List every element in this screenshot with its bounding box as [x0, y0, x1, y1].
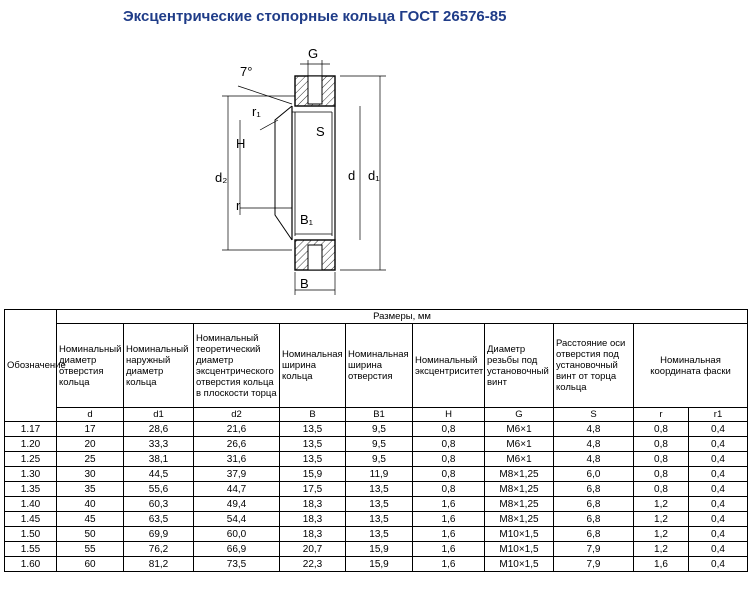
table-header-top: [5, 310, 748, 324]
table-cell: 1,6: [413, 542, 485, 557]
table-cell: 33,3: [124, 437, 194, 452]
table-cell: 66,9: [194, 542, 280, 557]
table-cell: 1,2: [634, 497, 689, 512]
ring-bottom-section: [295, 240, 335, 270]
col-sym: B: [280, 408, 346, 422]
col-sym: r: [634, 408, 689, 422]
table-cell: 13,5: [346, 527, 413, 542]
table-cell: 4,8: [554, 452, 634, 467]
table-cell: M8×1,25: [485, 482, 554, 497]
label-d: d: [348, 168, 356, 183]
table-row: [5, 512, 748, 527]
table-cell: M10×1,5: [485, 542, 554, 557]
sizes-header: Размеры, мм: [57, 310, 748, 324]
table-cell: 9,5: [346, 422, 413, 437]
table-cell: 45: [57, 512, 124, 527]
table-cell: 9,5: [346, 452, 413, 467]
col-desc: Номинальный наружный диаметр кольца: [124, 324, 194, 408]
table-row: [5, 557, 748, 572]
table-cell: 26,6: [194, 437, 280, 452]
table-cell: 0,4: [689, 497, 748, 512]
table-cell: 0,4: [689, 467, 748, 482]
table-cell: 69,9: [124, 527, 194, 542]
label-r1: r₁: [252, 104, 261, 119]
table-cell: 54,4: [194, 512, 280, 527]
col-desc: Номинальный эксцентриситет: [413, 324, 485, 408]
chamfer-header: Номинальная координата фаски: [634, 324, 748, 408]
table-cell: 6,8: [554, 497, 634, 512]
label-b1: B₁: [300, 212, 314, 227]
table-cell: 4,8: [554, 422, 634, 437]
ring-top-section: [295, 76, 335, 106]
table-cell: 0,4: [689, 512, 748, 527]
designation-cell: 1.30: [5, 467, 57, 482]
table-cell: M8×1,25: [485, 467, 554, 482]
ring-drawing: [200, 40, 400, 300]
table-cell: 1,6: [413, 527, 485, 542]
label-s: S: [316, 124, 325, 139]
designation-cell: 1.60: [5, 557, 57, 572]
ring-drawing-svg: [200, 40, 400, 300]
table-cell: 0,4: [689, 437, 748, 452]
table-cell: 13,5: [346, 512, 413, 527]
table-cell: M10×1,5: [485, 527, 554, 542]
table-cell: 37,9: [194, 467, 280, 482]
table-cell: 35: [57, 482, 124, 497]
table-cell: 15,9: [346, 557, 413, 572]
table-cell: 18,3: [280, 497, 346, 512]
table-cell: 1,2: [634, 512, 689, 527]
table-cell: 6,0: [554, 467, 634, 482]
table-cell: 30: [57, 467, 124, 482]
table-cell: 60,3: [124, 497, 194, 512]
table-cell: 49,4: [194, 497, 280, 512]
table-cell: 0,4: [689, 422, 748, 437]
table-cell: 18,3: [280, 512, 346, 527]
dimensions-table: [4, 309, 748, 572]
table-cell: 4,8: [554, 437, 634, 452]
col-desc: Расстояние оси отверстия под установочный винт от торца кольца: [554, 324, 634, 408]
table-cell: 0,8: [634, 467, 689, 482]
table-cell: 55: [57, 542, 124, 557]
label-b: B: [300, 276, 309, 291]
table-cell: 81,2: [124, 557, 194, 572]
table-cell: 60: [57, 557, 124, 572]
designation-cell: 1.17: [5, 422, 57, 437]
table-cell: 44,7: [194, 482, 280, 497]
table-cell: 1,2: [634, 542, 689, 557]
designation-cell: 1.55: [5, 542, 57, 557]
table-cell: 21,6: [194, 422, 280, 437]
designation-cell: 1.35: [5, 482, 57, 497]
table-cell: 38,1: [124, 452, 194, 467]
table-cell: 0,8: [413, 467, 485, 482]
table-cell: 31,6: [194, 452, 280, 467]
table-cell: 0,4: [689, 557, 748, 572]
table-cell: 0,8: [634, 437, 689, 452]
table-cell: 22,3: [280, 557, 346, 572]
table-cell: M8×1,25: [485, 497, 554, 512]
table-cell: 73,5: [194, 557, 280, 572]
designation-cell: 1.40: [5, 497, 57, 512]
table-cell: 0,4: [689, 452, 748, 467]
label-r: r: [236, 198, 241, 213]
table-cell: 0,4: [689, 482, 748, 497]
table-cell: 0,8: [634, 452, 689, 467]
designation-cell: 1.25: [5, 452, 57, 467]
col-sym: d2: [194, 408, 280, 422]
table-cell: 15,9: [280, 467, 346, 482]
table-body: [5, 422, 748, 572]
page-title: Эксцентрические стопорные кольца ГОСТ 26576-85: [123, 8, 507, 25]
table-cell: M10×1,5: [485, 557, 554, 572]
table-cell: 0,4: [689, 527, 748, 542]
table-cell: 1,6: [413, 512, 485, 527]
table-cell: 18,3: [280, 527, 346, 542]
table-cell: 17: [57, 422, 124, 437]
label-d1: d₁: [368, 168, 380, 183]
table-row: [5, 542, 748, 557]
table-cell: 0,8: [413, 452, 485, 467]
table-row: [5, 422, 748, 437]
table-cell: 13,5: [280, 437, 346, 452]
table-cell: 0,8: [413, 422, 485, 437]
table-cell: 7,9: [554, 542, 634, 557]
table-cell: 63,5: [124, 512, 194, 527]
table-cell: 0,8: [413, 437, 485, 452]
table-cell: 13,5: [346, 497, 413, 512]
table-cell: 44,5: [124, 467, 194, 482]
table-row: [5, 452, 748, 467]
table-cell: 1,2: [634, 527, 689, 542]
col-sym: r1: [689, 408, 748, 422]
col-sym: H: [413, 408, 485, 422]
table-cell: 0,8: [413, 482, 485, 497]
table-cell: 0,4: [689, 542, 748, 557]
table-cell: 13,5: [280, 452, 346, 467]
col-sym: G: [485, 408, 554, 422]
table-header-symbols: [5, 408, 748, 422]
table-cell: 13,5: [346, 482, 413, 497]
table-cell: 55,6: [124, 482, 194, 497]
designation-cell: 1.50: [5, 527, 57, 542]
table-cell: 25: [57, 452, 124, 467]
table-cell: 76,2: [124, 542, 194, 557]
col-sym: S: [554, 408, 634, 422]
table-cell: 15,9: [346, 542, 413, 557]
table-row: [5, 437, 748, 452]
table-cell: 1,6: [634, 557, 689, 572]
col-sym: d1: [124, 408, 194, 422]
table-cell: 6,8: [554, 482, 634, 497]
table-row: [5, 497, 748, 512]
col-desc: Диаметр резьбы под установочный винт: [485, 324, 554, 408]
label-g: G: [308, 46, 319, 61]
table-cell: 0,8: [634, 482, 689, 497]
table-cell: 9,5: [346, 437, 413, 452]
col-sym: d: [57, 408, 124, 422]
table-row: [5, 482, 748, 497]
designation-cell: 1.20: [5, 437, 57, 452]
col-desc: Номинальная ширина отверстия: [346, 324, 413, 408]
table-cell: 13,5: [280, 422, 346, 437]
table-cell: 20,7: [280, 542, 346, 557]
table-cell: 0,8: [634, 422, 689, 437]
label-h: H: [236, 136, 246, 151]
table-cell: 40: [57, 497, 124, 512]
col-desc: Номинальная ширина кольца: [280, 324, 346, 408]
table-cell: 1,6: [413, 497, 485, 512]
table-cell: 60,0: [194, 527, 280, 542]
table-cell: M6×1: [485, 452, 554, 467]
table-cell: 1,6: [413, 557, 485, 572]
col-desc: Номинальный диаметр отверстия кольца: [57, 324, 124, 408]
table-cell: 7,9: [554, 557, 634, 572]
table-cell: 11,9: [346, 467, 413, 482]
designation-header: Обозначение: [5, 310, 57, 422]
table-cell: M6×1: [485, 422, 554, 437]
label-d2: d₂: [215, 170, 228, 185]
table-cell: M6×1: [485, 437, 554, 452]
table-cell: 50: [57, 527, 124, 542]
table-row: [5, 527, 748, 542]
col-sym: B1: [346, 408, 413, 422]
col-desc: Номинальный теоретический диаметр эксцентрического отверстия кольца в плоскости торца: [194, 324, 280, 408]
label-angle: 7°: [240, 64, 253, 79]
table-cell: 28,6: [124, 422, 194, 437]
table-cell: M8×1,25: [485, 512, 554, 527]
table-cell: 6,8: [554, 512, 634, 527]
table-header-descriptions: [5, 324, 748, 408]
designation-cell: 1.45: [5, 512, 57, 527]
table-cell: 20: [57, 437, 124, 452]
table-cell: 6,8: [554, 527, 634, 542]
table-row: [5, 467, 748, 482]
table-cell: 17,5: [280, 482, 346, 497]
